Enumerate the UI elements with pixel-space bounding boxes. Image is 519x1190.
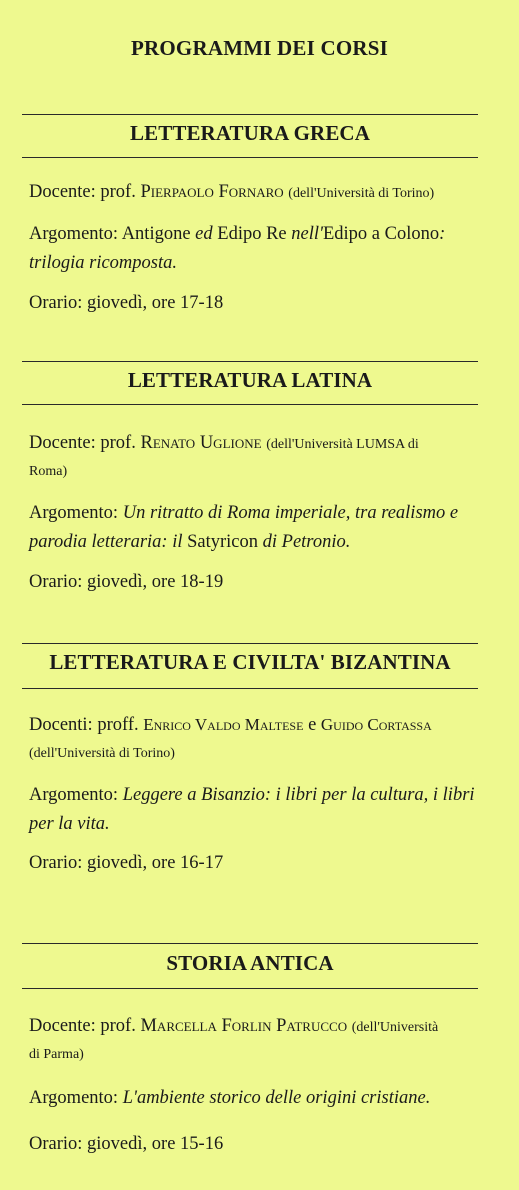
argomento-label: Argomento: [29, 785, 119, 805]
docente-name: Enrico Valdo Maltese [143, 715, 304, 734]
docente-affiliation: (dell'Università LUMSA di [266, 437, 419, 452]
docente-line [29, 711, 489, 739]
docente-affiliation: (dell'Università [351, 1020, 439, 1035]
section-title: STORIA ANTICA [166, 951, 334, 975]
docente-affiliation: (dell'Università di Torino) [288, 186, 435, 201]
section-rule-top [22, 114, 478, 115]
docente-line [29, 1012, 489, 1042]
argomento-text: Edipo a Colono [322, 224, 440, 244]
docente-affiliation: (dell'Università di Torino) [29, 746, 175, 761]
orario-line: Orario: giovedì, ore 15-16 [29, 1134, 224, 1154]
section-rule-bottom [22, 988, 478, 989]
argomento-line [29, 1084, 489, 1112]
argomento-line [29, 220, 489, 248]
argomento-text: Satyricon [187, 532, 259, 552]
argomento-text: Leggere a Bisanzio: i libri per la cultura, i libri [122, 785, 475, 805]
argomento-line-2: per la vita. [29, 814, 110, 834]
argomento-text: L'ambiente storico delle origini cristiane. [122, 1088, 431, 1108]
argomento-label: Argomento: [29, 503, 119, 523]
docente-affiliation-2: di Parma) [29, 1047, 84, 1062]
section-title: LETTERATURA E CIVILTA' BIZANTINA [49, 650, 451, 674]
argomento-text: parodia letteraria: il [29, 532, 183, 552]
argomento-text: Un ritratto di Roma imperiale, tra realismo e [122, 503, 459, 523]
argomento-line-2: trilogia ricomposta. [29, 253, 178, 273]
docente-name: Marcella Forlin Patrucco [140, 1016, 348, 1036]
docente-line [29, 178, 489, 208]
docente-affiliation-2: Roma) [29, 464, 68, 479]
section-rule-top [22, 643, 478, 644]
argomento-line [29, 499, 489, 527]
argomento-text: Antigone [121, 224, 191, 244]
argomento-label: Argomento: [29, 224, 119, 244]
docente-line [29, 429, 489, 459]
argomento-text: Edipo Re [217, 224, 287, 244]
orario-line: Orario: giovedì, ore 16-17 [29, 853, 224, 873]
section-title: LETTERATURA LATINA [127, 368, 373, 392]
docente-name: Pierpaolo Fornaro [140, 182, 284, 202]
docente-label: Docente: prof. [29, 1016, 136, 1036]
docente-label: Docente: prof. [29, 433, 136, 453]
argomento-text: ed [195, 224, 213, 244]
argomento-text: di Petronio. [262, 532, 351, 552]
docente-and: e [308, 715, 317, 735]
argomento-line-2 [29, 528, 489, 556]
section-rule-top [22, 361, 478, 362]
docente-label: Docenti: proff. [29, 715, 139, 735]
section-title: LETTERATURA GRECA [130, 121, 370, 145]
section-rule-bottom [22, 404, 478, 405]
orario-line: Orario: giovedì, ore 18-19 [29, 572, 224, 592]
argomento-text: : [439, 224, 446, 244]
argomento-label: Argomento: [29, 1088, 119, 1108]
argomento-line [29, 781, 489, 809]
argomento-text: nell' [291, 224, 323, 244]
page-title: PROGRAMMI DEI CORSI [131, 36, 388, 60]
docente-label: Docente: prof. [29, 182, 136, 202]
docente-name: Guido Cortassa [320, 715, 432, 734]
section-rule-top [22, 943, 478, 944]
docente-name: Renato Uglione [140, 433, 262, 453]
orario-line: Orario: giovedì, ore 17-18 [29, 293, 224, 313]
section-rule-bottom [22, 157, 478, 158]
section-rule-bottom [22, 688, 478, 689]
